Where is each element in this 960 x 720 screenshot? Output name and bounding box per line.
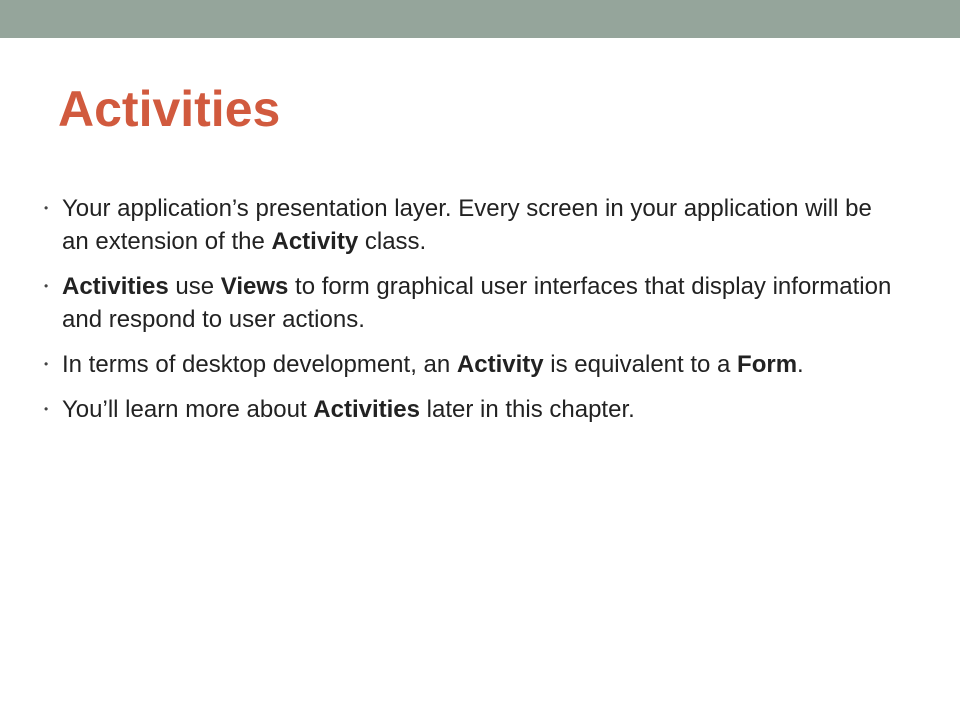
text-segment-bold: Activity <box>456 351 544 378</box>
text-segment: . <box>797 351 804 378</box>
text-segment: Your application’s presentation layer. Every screen in your application will be an extension of the <box>62 195 872 255</box>
text-segment-bold: Views <box>220 273 289 300</box>
bullet-text <box>62 351 804 378</box>
bullet-dot-icon: • <box>44 357 49 371</box>
text-segment: is equivalent to a <box>543 351 738 378</box>
bullet-text <box>62 396 635 423</box>
bullet-item <box>44 393 904 426</box>
text-segment: later in this chapter. <box>420 396 635 423</box>
text-segment-bold: Activities <box>313 396 420 423</box>
bullet-item <box>44 270 904 336</box>
text-segment: use <box>168 273 221 300</box>
bullet-item <box>44 348 904 381</box>
text-segment: class. <box>358 228 427 255</box>
bullet-item <box>44 192 904 258</box>
bullet-dot-icon: • <box>44 402 49 416</box>
bullet-text <box>62 273 891 333</box>
top-accent-bar <box>0 0 960 38</box>
slide-title: Activities <box>58 81 281 137</box>
text-segment: You’ll learn more about <box>62 396 314 423</box>
text-segment: to form graphical user interfaces that display information and respond to user actions. <box>62 273 892 333</box>
bullet-dot-icon: • <box>44 201 49 215</box>
bullet-text <box>62 195 872 255</box>
text-segment: In terms of desktop development, an <box>62 351 457 378</box>
text-segment-bold: Activities <box>62 273 169 300</box>
bullet-list <box>44 192 904 438</box>
text-segment-bold: Form <box>737 351 798 378</box>
text-segment-bold: Activity <box>271 228 359 255</box>
bullet-dot-icon: • <box>44 279 49 293</box>
